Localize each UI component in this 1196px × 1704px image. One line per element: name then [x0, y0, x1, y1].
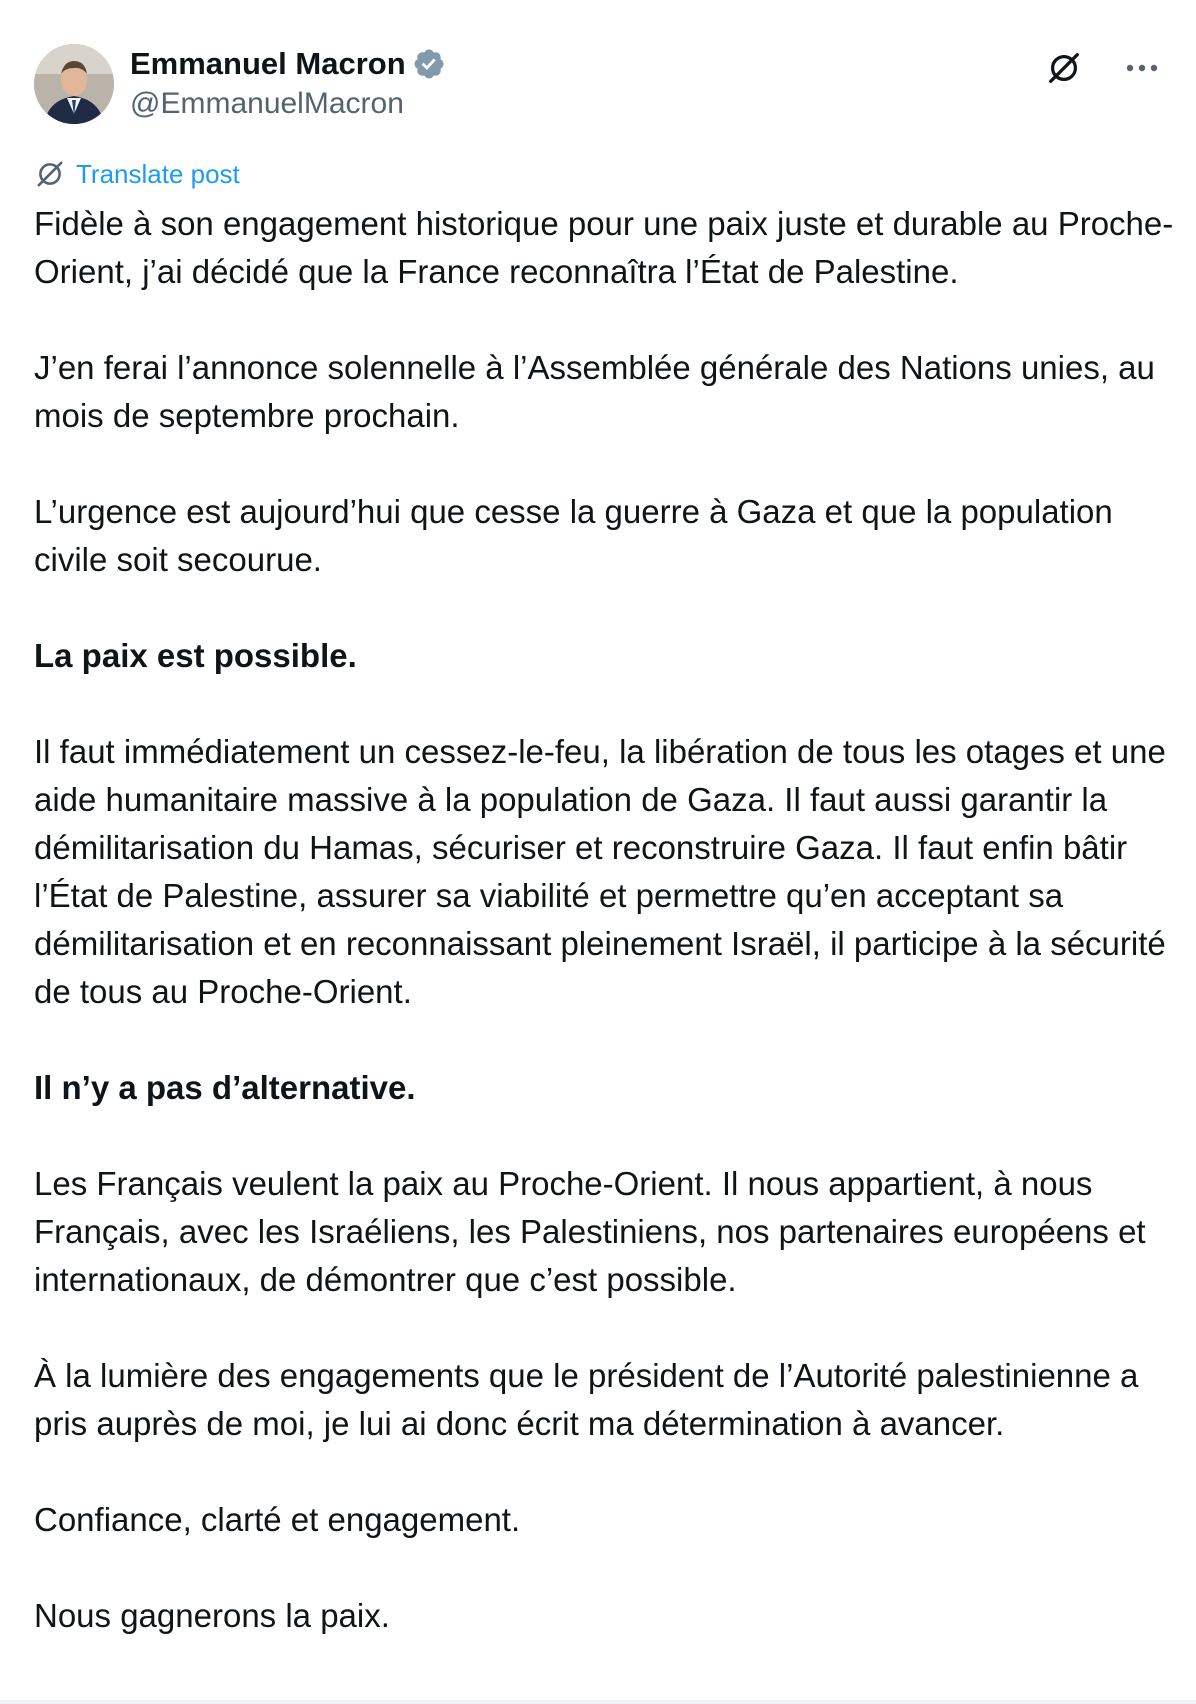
post-header: [34, 44, 1164, 124]
more-options-icon: [1125, 63, 1159, 73]
translate-post-link[interactable]: [34, 156, 240, 192]
post-paragraph: Les Français veulent la paix au Proche-Orient. Il nous appartient, à nous Français, avec les Israéliens, les Palestiniens, nos partenaires européens et internationaux, de démontrer que c’est possible.: [34, 1165, 1146, 1298]
post-paragraph: Nous gagnerons la paix.: [34, 1597, 390, 1634]
post-paragraph: À la lumière des engagements que le président de l’Autorité palestinienne a pris auprès de moi, je lui ai donc écrit ma détermination à avancer.: [34, 1357, 1139, 1442]
post-paragraph: L’urgence est aujourd’hui que cesse la guerre à Gaza et que la population civile soit secourue.: [34, 493, 1113, 578]
profile-photo: [34, 44, 114, 124]
post-paragraph: Fidèle à son engagement historique pour une paix juste et durable au Proche-Orient, j’ai décidé que la France reconnaîtra l’État de Palestine.: [34, 205, 1174, 290]
author-names: [130, 44, 446, 124]
post-paragraph: J’en ferai l’annonce solennelle à l’Assemblée générale des Nations unies, au mois de septembre prochain.: [34, 349, 1155, 434]
name-row: [130, 44, 446, 84]
grok-button[interactable]: [1042, 46, 1086, 90]
avatar[interactable]: [34, 44, 114, 124]
post-paragraph: Il faut immédiatement un cessez-le-feu, la libération de tous les otages et une aide humanitaire massive à la population de Gaza. Il faut aussi garantir la démilitarisation du Hamas, sécuriser et reconstruire Gaza. Il faut enfin bâtir l’État de Palestine, assurer sa viabilité et permettre qu’en acceptant sa démilitarisation et en reconnaissant pleinement Israël, il participe à la sécurité de tous au Proche-Orient.: [34, 733, 1166, 1010]
grok-icon: [34, 158, 66, 190]
author-display-name[interactable]: Emmanuel Macron: [130, 46, 406, 81]
post-paragraph: Confiance, clarté et engagement.: [34, 1501, 521, 1538]
verified-badge-icon[interactable]: [412, 47, 446, 81]
grok-icon: [1045, 49, 1083, 87]
more-options-button[interactable]: [1120, 46, 1164, 90]
post-paragraph-bold: La paix est possible.: [34, 637, 357, 674]
author-handle[interactable]: @EmmanuelMacron: [130, 87, 404, 120]
bottom-divider: [0, 1700, 1196, 1704]
post-paragraph-bold: Il n’y a pas d’alternative.: [34, 1069, 416, 1106]
post-text: [34, 200, 1174, 1640]
translate-post-label: Translate post: [76, 159, 240, 189]
